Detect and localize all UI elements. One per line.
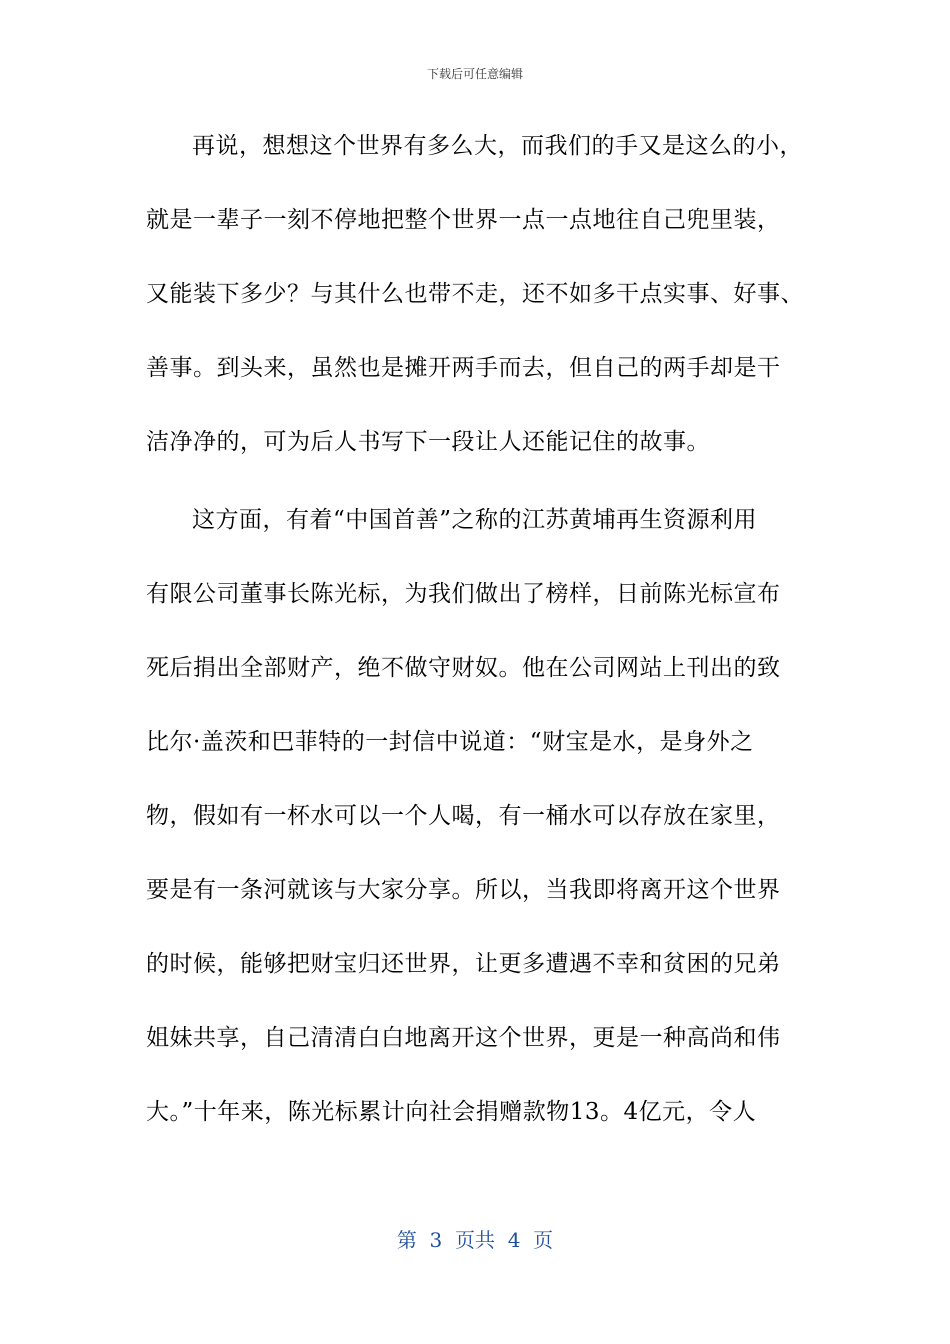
paragraph-2-line-6: 要是有一条河就该与大家分享。所以，当我即将离开这个世界 xyxy=(146,877,781,903)
paragraph-1-line-4: 善事。到头来，虽然也是摊开两手而去，但自己的两手却是干 xyxy=(146,355,781,381)
paragraph-1-line-5: 洁净净的，可为后人书写下一段让人还能记住的故事。 xyxy=(146,429,710,455)
paragraph-2-line-9: 大。”十年来，陈光标累计向社会捐赠款物13。4亿元，令人 xyxy=(146,1099,757,1125)
paragraph-2-line-8: 姐妹共享，自己清清白白地离开这个世界，更是一种高尚和伟 xyxy=(146,1025,781,1051)
page-footer: 第 3 页共 4 页 xyxy=(396,1228,554,1252)
paragraph-2-line-7: 的时候，能够把财宝归还世界，让更多遭遇不幸和贫困的兄弟 xyxy=(146,951,781,977)
paragraph-2-line-5: 物，假如有一杯水可以一个人喝，有一桶水可以存放在家里， xyxy=(146,803,781,829)
paragraph-2-line-3: 死后捐出全部财产，绝不做守财奴。他在公司网站上刊出的致 xyxy=(146,655,781,681)
paragraph-2-line-4: 比尔·盖茨和巴菲特的一封信中说道：“财宝是水，是身外之 xyxy=(146,729,754,755)
page-header: 下载后可任意编辑 xyxy=(426,67,523,81)
paragraph-2-line-1: 这方面，有着“中国首善”之称的江苏黄埔再生资源利用 xyxy=(192,507,758,533)
paragraph-1-line-3: 又能装下多少？与其什么也带不走，还不如多干点实事、好事、 xyxy=(146,281,804,307)
paragraph-1-line-2: 就是一辈子一刻不停地把整个世界一点一点地往自己兜里装， xyxy=(146,207,781,233)
paragraph-1-line-1: 再说，想想这个世界有多么大，而我们的手又是这么的小， xyxy=(192,133,803,159)
paragraph-2-line-2: 有限公司董事长陈光标，为我们做出了榜样，日前陈光标宣布 xyxy=(146,581,781,607)
